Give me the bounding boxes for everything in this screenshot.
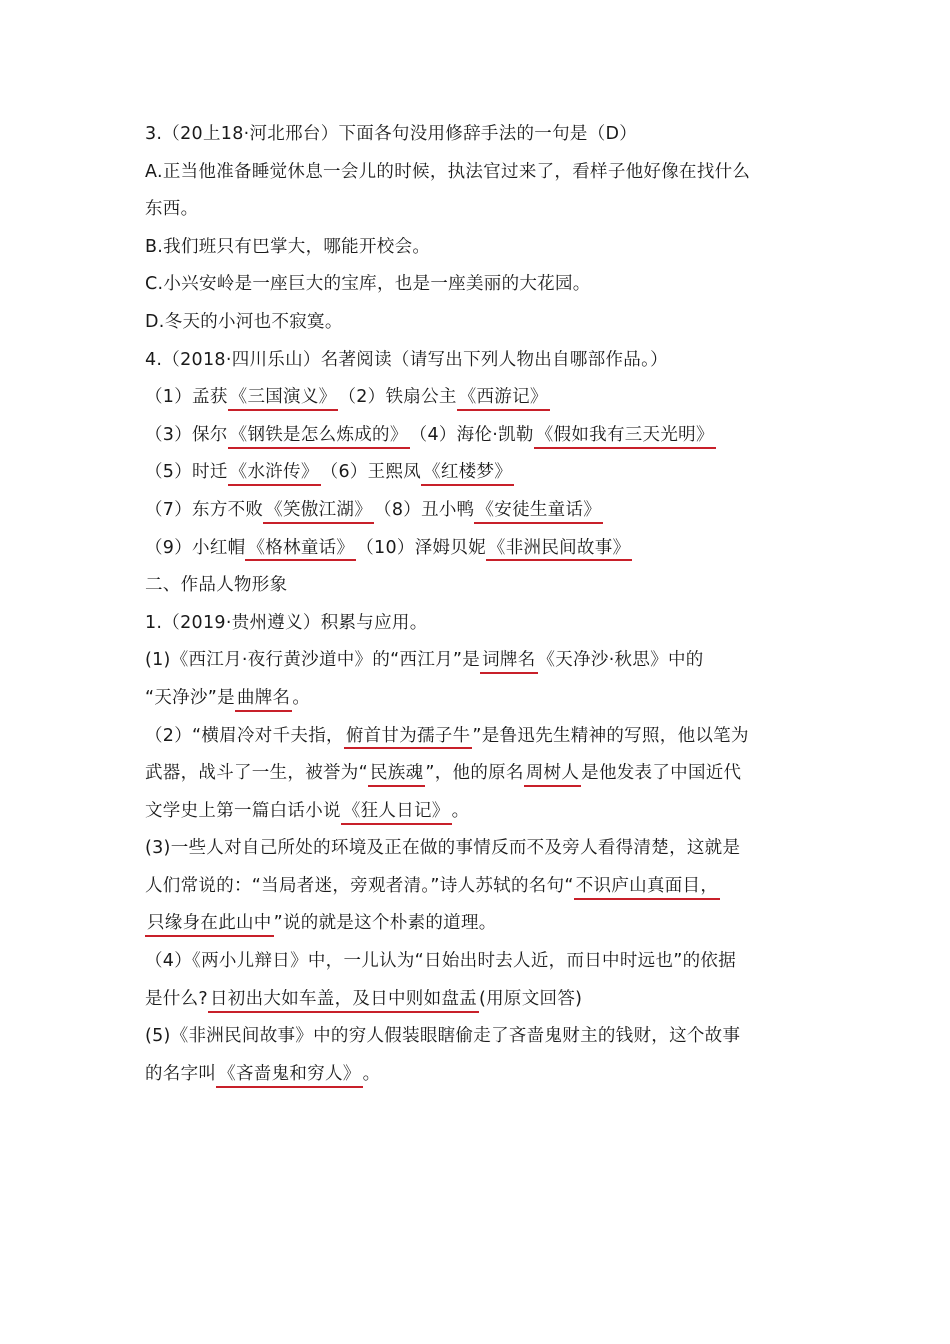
q4-item-label: （10）泽姆贝妮 [356, 537, 486, 558]
q3-option-b: B.我们班只有巴掌大，哪能开校会。 [145, 236, 431, 257]
q4-row-3 [145, 454, 825, 492]
text: 的名字叫 [145, 1063, 217, 1084]
q4-item-answer: 《非洲民间故事》 [486, 538, 632, 562]
text: 。 [292, 687, 311, 708]
q4-item-label: （4）海伦·凯勒 [409, 424, 534, 445]
q4-item-label: （2）铁扇公主 [338, 387, 457, 408]
answer-blank: 只缘身在此山中 [145, 913, 274, 937]
q3-option-c: C.小兴安岭是一座巨大的宝库，也是一座美丽的大花园。 [145, 274, 591, 295]
q4-item-answer: 《红楼梦》 [421, 462, 514, 486]
s2-p4-line1: （4）《两小儿辩日》中，一儿认为“日始出时去人近，而日中时远也”的依据 [145, 951, 737, 972]
text: 是什么? [145, 988, 208, 1009]
q4-item-label: （1）孟获 [145, 387, 228, 408]
s2-p3-line3 [145, 905, 825, 943]
q4-stem: 4.（2018·四川乐山）名著阅读（请写出下列人物出自哪部作品。） [145, 349, 668, 370]
text: 《天净沙·秋思》中的 [537, 650, 704, 671]
s2-p5-line2 [145, 1056, 825, 1094]
q4-item-answer: 《水浒传》 [228, 462, 321, 486]
q4-item-label: （9）小红帽 [145, 537, 246, 558]
q4-item-label: （6）王熙凤 [320, 462, 422, 483]
q4-item-label: （7）东方不败 [145, 499, 264, 520]
q3-option-d: D.冬天的小河也不寂寞。 [145, 311, 343, 332]
answer-blank: 俯首甘为孺子牛 [344, 726, 473, 750]
s2-p2-line3 [145, 793, 825, 831]
answer-blank: 曲牌名 [235, 688, 292, 712]
s2-p5-line1: (5)《非洲民间故事》中的穷人假装眼瞎偷走了吝啬鬼财主的钱财，这个故事 [145, 1026, 741, 1047]
s2-p3-line1: (3)一些人对自己所处的环境及正在做的事情反而不及旁人看得清楚，这就是 [145, 838, 741, 859]
s2-p1-line1 [145, 642, 825, 680]
q4-item-answer: 《安徒生童话》 [474, 500, 603, 524]
text: 人们常说的：“当局者迷，旁观者清。”诗人苏轼的名句“ [145, 875, 574, 896]
q4-item-answer: 《笑傲江湖》 [263, 500, 374, 524]
s2-p2-line1 [145, 718, 825, 756]
s2-q1-stem: 1.（2019·贵州遵义）积累与应用。 [145, 612, 428, 633]
answer-blank: 民族魂 [368, 763, 425, 787]
s2-p3-line2 [145, 868, 825, 906]
q4-item-answer: 《三国演义》 [228, 387, 339, 411]
s2-p2-line2 [145, 755, 825, 793]
q4-row-2 [145, 417, 825, 455]
answer-blank: 词牌名 [480, 650, 537, 674]
text: ”，他的原名 [425, 763, 524, 784]
text: “天净沙”是 [145, 687, 235, 708]
answer-blank: 日初出大如车盖，及日中则如盘盂 [208, 989, 479, 1013]
answer-blank: 《狂人日记》 [341, 801, 452, 825]
q4-item-label: （5）时迁 [145, 462, 228, 483]
q4-row-1 [145, 379, 825, 417]
text: 。 [362, 1063, 381, 1084]
text: 。 [451, 800, 470, 821]
text: (1)《西江月·夜行黄沙道中》的“西江月”是 [145, 650, 481, 671]
q3-option-a-line2: 东西。 [145, 199, 199, 220]
q3-stem: 3.（20上18·河北邢台）下面各句没用修辞手法的一句是（D） [145, 124, 638, 144]
q4-item-answer: 《假如我有三天光明》 [534, 425, 716, 449]
answer-blank: 周树人 [524, 763, 581, 787]
q4-item-answer: 《西游记》 [457, 387, 550, 411]
q4-item-answer: 《钢铁是怎么炼成的》 [228, 425, 410, 449]
text: 武器，战斗了一生，被誉为“ [145, 763, 368, 784]
q3-option-a-line1: A.正当他准备睡觉休息一会儿的时候，执法官过来了，看样子他好像在找什么 [145, 161, 751, 182]
text: 是他发表了中国近代 [581, 763, 742, 784]
q4-item-answer: 《格林童话》 [245, 538, 356, 562]
q4-row-4 [145, 492, 825, 530]
q4-row-5 [145, 530, 825, 568]
answer-blank: 不识庐山真面目， [574, 876, 720, 900]
document-content [145, 116, 825, 1093]
s2-p4-line2 [145, 981, 825, 1019]
text: ”说的就是这个朴素的道理。 [273, 913, 497, 934]
s2-p1-line2 [145, 680, 825, 718]
text: （2）“横眉冷对千夫指， [145, 725, 344, 746]
text: 文学史上第一篇白话小说 [145, 800, 341, 821]
q4-item-label: （3）保尔 [145, 424, 228, 445]
answer-blank: 《吝啬鬼和穷人》 [216, 1064, 362, 1088]
q4-item-label: （8）丑小鸭 [374, 499, 475, 520]
section-heading: 二、作品人物形象 [145, 575, 288, 596]
text: (用原文回答) [479, 988, 583, 1009]
text: ”是鲁迅先生精神的写照，他以笔为 [472, 725, 749, 746]
